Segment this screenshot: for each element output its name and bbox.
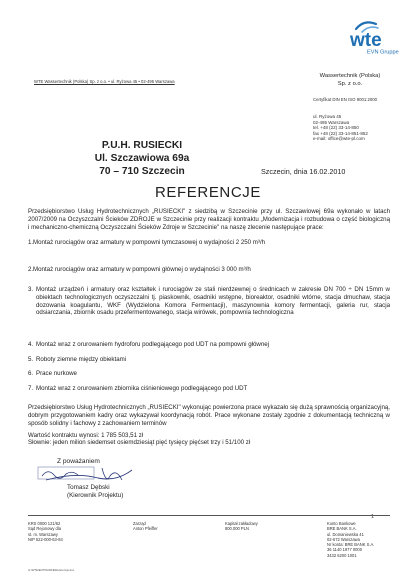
- sender-address-line: WTE Wassertechnik (Polska) Sp. z o.o. • ul. Ryżowa 45 • 02-495 Warszawa: [34, 79, 175, 84]
- list-item-number: 4.: [28, 341, 34, 348]
- contact-fax: fax +48 (22) 33-14-851-852: [313, 130, 368, 136]
- list-item-number: 3.: [28, 286, 34, 293]
- list-item-text: Montaż urządzeń i armatury oraz kształtek i rurociągów ze stali nierdzewnej o średnicach w zakresie DN 700 ÷ DN 15mm w obiektach technologicznych oczyszczalni tj. piaskownik, osadniki wstępne, bioreaktor, osadniki wtórne, stacja dmuchaw, stacja dozowania koagulantu, WKF (Wydzielona Komora Fermentacji), maszynownia komory fermentacji, galeria rur, stacja odsiarczania, zbiornik osadu przefermentowanego, stacja wirówek, pompownia technologiczna: [36, 286, 390, 317]
- footer-text: ul. Domaniewska 41: [327, 531, 364, 537]
- date-line: Szczecin, dnia 16.02.2010: [261, 167, 346, 176]
- file-path: G:\WTE\ENTWURFE\Referencje.doc: [28, 568, 75, 572]
- footer-text: 36 1140 1977 0000: [327, 547, 362, 553]
- intro-paragraph: Przedsiębiorstwo Usług Hydrotechnicznych „RUSIECKI" z siedzibą w Szczecinie przy ul. Szczawiowej 69a wykonało w latach 2007/2009 na Oczyszczalni Ścieków ZDROJE w Szczecinie przy realizacji kontraktu „Modernizacja i rozbudowa o część biologiczną i mechaniczno-chemiczną Oczyszczalni Ścieków Zdroje w Szczecinie" na naszę zlecenie następujące prace:: [28, 208, 390, 231]
- contract-value-words: Słownie: jeden milion siedemset osiemdziesiąt pięć tysięcy pięćset trzy i 51/100 zł: [28, 439, 251, 446]
- list-item-number: 5.: [28, 356, 34, 363]
- closing-paragraph: Przedsiębiorstwo Usług Hydrotechnicznych „RUSIECKI" wykonując powierzona prace wykazało się dużą sprawnością organizacyjną, dobrym przygotowaniem kadry oraz wykazywał koordynacją robót. Prace wykonane zostały zgodnie z dokumentacją techniczną w sposób solidny i fachowy z zachowaniem terminów: [28, 404, 390, 427]
- contact-street: ul. Ryżowa 45: [313, 114, 342, 119]
- logo-wordmark: wte: [350, 30, 382, 51]
- footer-text: 3432 6200 1001: [327, 552, 357, 558]
- footer-text: KRS 0000 121/62: [28, 521, 61, 526]
- company-block: [300, 73, 400, 88]
- signer-role: (Kierownik Projektu): [67, 491, 124, 499]
- footer-text: NIP 522-000-63-84: [28, 536, 63, 542]
- document-title: REFERENCJE: [154, 184, 261, 201]
- certificate-line: Certyfikat DIN EN ISO 9001:2000: [313, 97, 378, 102]
- list-item-text: Montaż wraz z orurowaniem hydroforu podlegającego pod UDT na pompowni głównej: [36, 341, 270, 348]
- footer-board-column: [133, 521, 158, 532]
- signer-block: [67, 484, 123, 499]
- list-item-number: 1.: [28, 239, 34, 246]
- footer-text: 800.000 PLN: [225, 526, 249, 532]
- company-form: Sp. z o.o.: [337, 80, 363, 87]
- footer-text: Zarząd: [133, 521, 146, 526]
- contact-email: e-mail: office@wte-pl.com: [313, 136, 365, 141]
- footer-bank-column: [327, 521, 374, 558]
- list-item-text: Prace nurkowe: [36, 370, 77, 377]
- footer-divider: [28, 515, 390, 516]
- footer-registry-column: [28, 521, 63, 542]
- contact-block: [313, 114, 368, 142]
- list-item-number: 2.: [28, 266, 34, 273]
- footer-text: Kapitał zakładowy: [225, 521, 258, 526]
- list-item-number: 7.: [28, 385, 34, 392]
- footer-text: st. m. Warszawy: [28, 531, 58, 537]
- company-name: Wassertechnik (Polska): [319, 73, 381, 79]
- contract-value: Wartość kontraktu wynosi: 1 785 503,51 zł: [28, 432, 144, 439]
- recipient-name: P.U.H. RUSIECKI: [101, 140, 183, 151]
- list-item-text: Montaż rurociągów oraz armatury w pompowni tymczasowej o wydajności 2 250 m³/h: [33, 239, 266, 246]
- signer-name: Tomasz Dębski: [67, 484, 110, 491]
- footer-text: Nr konta: BRE BANK S.A.: [327, 542, 375, 548]
- footer-capital-column: [225, 521, 258, 532]
- contact-phone: tel. +48 (22) 33-14-850: [313, 125, 359, 130]
- regards-line: Z poważaniem: [57, 458, 100, 465]
- page-number: 1: [371, 514, 375, 520]
- footer-text: 02-672 Warszawa: [327, 536, 360, 542]
- list-item-number: 6.: [28, 370, 34, 377]
- list-item-text: Montaż rurociągów oraz armatury w pompowni głównej o wydajności 3 000 m³/h: [33, 266, 251, 273]
- list-item-text: Roboty ziemne między obiektami: [36, 356, 127, 363]
- logo-subtext: EVN Gruppe: [367, 49, 399, 56]
- footer-text: Sąd Rejonowy dla: [28, 526, 61, 532]
- recipient-city: 70 – 710 Szczecin: [99, 166, 185, 178]
- recipient-street: Ul. Szczawiowa 69a: [94, 153, 190, 165]
- footer-text: Anton Pfeiffer: [133, 526, 158, 532]
- list-item-text: Montaż wraz z orurowaniem zbiornika ciśnieniowego podlegającego pod UDT: [36, 385, 248, 392]
- footer-text: BRE BANK S.A.: [327, 526, 357, 532]
- contact-city: 02-495 Warszawa: [313, 119, 350, 125]
- footer-text: Konto Bankowe: [327, 521, 356, 526]
- wte-logo: [342, 16, 402, 56]
- recipient-address: [86, 139, 198, 179]
